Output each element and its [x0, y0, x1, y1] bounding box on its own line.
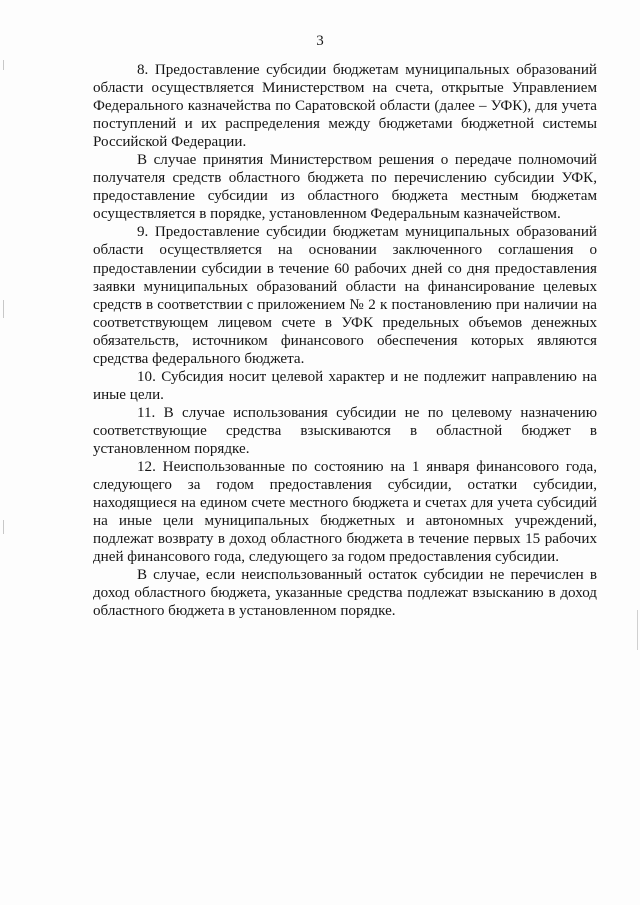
paragraph-10: 10. Субсидия носит целевой характер и не подлежит направлению на иные цели.	[93, 368, 597, 403]
scan-edge-mark	[3, 300, 4, 318]
scan-edge-mark	[3, 60, 4, 70]
paragraph-9: 9. Предоставление субсидии бюджетам муниципальных образований области осуществляется на основании заключенного соглашения о предоставлении субсидии в течение 60 рабочих дней со дня предоставления заявки муниципальных образований области на финансирование целевых средств в соответствии с приложением № 2 к постановлению при наличии на соответствующем лицевом счете в УФК предельных объемов денежных обязательств, источником финансового обеспечения которых являются средства федерального бюджета.	[93, 224, 597, 367]
paragraph-12-continued: В случае, если неиспользованный остаток субсидии не перечислен в доход областного бюджета, указанные средства подлежат взысканию в доход областного бюджета в установленном порядке.	[93, 567, 597, 620]
scan-edge-mark	[3, 520, 4, 534]
paragraph-11: 11. В случае использования субсидии не по целевому назначению соответствующие средства взыскиваются в областной бюджет в установленном порядке.	[93, 404, 597, 457]
document-body	[93, 61, 597, 620]
paragraph-12: 12. Неиспользованные по состоянию на 1 января финансового года, следующего за годом предоставления субсидии, остатки субсидии, находящиеся на едином счете местного бюджета и счетах для учета субсидий на иные цели муниципальных бюджетных и автономных учреждений, подлежат возврату в доход областного бюджета в течение первых 15 рабочих дней финансового года, следующего за годом предоставления субсидии.	[93, 459, 597, 566]
scan-edge-mark	[637, 610, 638, 650]
paragraph-8: 8. Предоставление субсидии бюджетам муниципальных образований области осуществляется Министерством на счета, открытые Управлением Федерального казначейства по Саратовской области (далее – УФК), для учета поступлений и их распределения между бюджетами бюджетной системы Российской Федерации.	[93, 62, 597, 151]
page-number: 3	[316, 33, 324, 49]
paragraph-8-continued: В случае принятия Министерством решения о передаче полномочий получателя средств областного бюджета по перечислению субсидии УФК, предоставление субсидии из областного бюджета местным бюджетам осуществляется в порядке, установленном Федеральным казначейством.	[93, 152, 597, 223]
